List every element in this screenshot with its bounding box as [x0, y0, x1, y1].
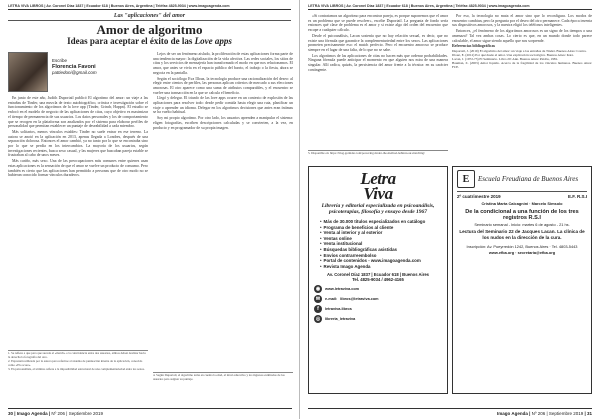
page-number: 31 [586, 411, 592, 416]
service-item: • Ventas online [320, 236, 442, 242]
escuela-name: Escuela Freudiana de Buenos Aires [478, 174, 579, 183]
service-item: • Búsquedas bibliográficas asistidas [320, 247, 442, 253]
paragraph: Soy mi propio algoritmo. Por otro lado, los usuarios aprenden a manipular el sistema: eligen fotografías, escriben descripciones calculadas y se convierten, a la vez, en producto y en programador de su propia imagen. [153, 116, 293, 130]
phone-line: Tel. 4825-9034 / 4962-4165 [352, 277, 404, 283]
teachers: Cristina Marta Calcagnini · Marcelo Simsolo [481, 200, 563, 206]
footnote: 1. Se refiere a que para que suceda el «match» o la coincidencia entre dos usuarios, ambos deben deslizar hacia la derecha la fotografía del otro. [8, 351, 146, 359]
issue-info: Nº 206 | Septiembre 2019 [51, 411, 103, 416]
paragraph: Más cariño, más sexo. Una de las preocupaciones más comunes entre quienes usan estas aplicaciones es la sensación de que el amor se vuelve un producto de consumo. Pero también es cierto que las aplicaciones han permitido a personas que de otro modo no se hubieran conocido formar vínculos duraderos. [8, 159, 148, 178]
instagram-row[interactable] [314, 315, 442, 323]
article-subtitle [8, 36, 291, 46]
seminar-headline: De la condicional a una función de los tres registros R.S.I [465, 208, 579, 221]
paragraph: Lejos de ser un fenómeno aislado, la proliferación de estas aplicaciones forma parte de una tendencia mayor: la digitalización de la vida afectiva. Las redes sociales, los sitios de citas y los servicios de mensajería han transformado el modo en que nos relacionamos. El amor, que antes se vivía en el espacio público del barrio, el trabajo o la fiesta, ahora se negocia en la pantalla. [153, 52, 293, 75]
service-item: • Envíos contrarreembolso [320, 253, 442, 259]
author-label: Escribe [52, 58, 68, 63]
footnote: 2. Expresión utilizada por la autora para referirse al sistema de puntuación interna de la aplicación, conocido como «Elo score». [8, 358, 143, 367]
facebook-link[interactable]: letraviva.libros [325, 307, 352, 312]
service-item: • Portal de contenidos - www.imagoagenda.com [320, 258, 442, 264]
article-column-2 [153, 52, 293, 131]
article-column-1 [8, 96, 148, 179]
reference: Lacan, J. (1972-73) El Seminario. Libro 20: Aún. Buenos Aires: Paidós, 1981. [452, 56, 559, 61]
escuela-body [457, 195, 587, 256]
author-photo [8, 52, 48, 92]
page-header-left: LETRA VIVA LIBROS | Av. Coronel Díaz 1837 | Ecuador 618 | Buenos Aires, Argentina | Teléfax 4825-9034 | www.imagoagenda.com [8, 4, 291, 10]
paragraph: Por eso, la tecnología no mata el amor sino que lo reconfigura. Los modos de encuentro cambian, pero la pregunta por el deseo del otro permanece. Cada época inventa sus dispositivos amorosos, y la nuestra eligió los teléfonos inteligentes. [452, 14, 592, 28]
address-line: Av. Coronel Díaz 1837 | Ecuador 618 | Buenos Aires [326, 272, 430, 278]
escuela-logo [457, 170, 587, 192]
service-item: • Venta al interior y al exterior [320, 230, 442, 236]
instagram-link[interactable]: libreria_letraviva [325, 317, 356, 322]
escuela-emblem-icon: E [457, 170, 475, 188]
logo-bottom: Viva [363, 184, 393, 203]
footnote: 4. Según Duportail, el algoritmo toma en cuenta la edad, el nivel educativo y los ingresos estimados de los usuarios para asignar su puntaje. [153, 373, 285, 381]
page-number: 30 [8, 411, 14, 416]
letra-viva-tagline: Librería y editorial especializada en psicoanálisis, psicoterapias, filosofía y ensayo desde 1967 [321, 203, 435, 215]
article-column-3 [308, 14, 448, 73]
inscription-info: Inscripción: Av. Pueyrredón 1242, Buenos Aires · Tel. 4803-5443 [466, 243, 578, 249]
seminar-description: Lectura del Seminario 22 de Jacques Lacan. La clínica de los nudos en la dirección de la cura. [459, 229, 585, 240]
escuela-contact[interactable]: www.efba.org · secretaria@efba.org [488, 250, 556, 256]
footer-rule-right [308, 408, 592, 409]
seminar-code: E.F. R.S.I [567, 194, 587, 199]
letra-viva-logo [314, 171, 442, 201]
mail-icon: ✉ [315, 296, 321, 303]
reference: Bauman, Z. (2003) Amor líquido. Acerca de la fragilidad de los vínculos humanos. Buenos Aires: FCE. [452, 60, 592, 69]
footer-rule-left [8, 408, 292, 409]
instagram-icon: ◎ [315, 316, 321, 323]
paragraph: Los algoritmos de las aplicaciones de citas no hacen más que ordenar probabilidades. Ninguna fórmula puede anticipar el momento en que alguien nos mira de una manera singular. Allí radica, quizás, la persistencia del amor frente a la técnica: en su carácter contingente. [308, 53, 448, 72]
page-header-right: LETRA VIVA LIBROS | Av. Coronel Díaz 1837 | Ecuador 618 | Buenos Aires, Argentina | Teléfax 4825-9034 | www.imagoagenda.com [308, 4, 592, 10]
web-row[interactable] [314, 285, 442, 293]
footnotes-mid [153, 372, 293, 382]
facebook-row[interactable] [314, 305, 442, 313]
paragraph: En junio de este año, Judith Duportail publicó El algoritmo del amor: un viaje a las entrañas de Tinder, una mezcla de texto autobiográfico, crónica e investigación sobre el funcionamiento de los algoritmos de la love app (Tinder, Grindr, Happn). El estudio se enfocó en el modelo de negocio de las aplicaciones de citas, cuyo objetivo es maximizar el tiempo de permanencia de sus usuarios. Los datos personales y los de comportamiento que se recogen en la plataforma son analizados por el sistema para elaborar perfiles de personalidad que permitan establecer un puntaje de deseabilidad a cada miembro. [8, 96, 148, 129]
service-item: • Venta institucional [320, 241, 442, 247]
subtitle-prefix: Ideas para aceptar el éxito de las [67, 36, 195, 46]
article-column-4 [452, 14, 592, 69]
service-item: • Revista Imago Agenda [320, 264, 442, 270]
reference: Duportail, J. (2019) El algoritmo del amor: un viaje a las entrañas de Tinder. Buenos Aires: Contra. [452, 48, 587, 53]
paragraph: Llegó y delegar. El triunfo de las love apps ocurre en un contexto de explosión de las aplicaciones para resolver todo: desde pedir comida hasta elegir una ruta, planificar un viaje o aprender un idioma. Delegar en los algoritmos decisiones que antes eran íntimas se ha vuelto habitual. [153, 96, 293, 115]
services-list [314, 219, 442, 269]
email-link[interactable]: libros@letraviva.com [340, 297, 379, 302]
section-tag: Las "aplicaciones" del amor [113, 13, 186, 19]
logo-top: Letra [360, 169, 396, 188]
magazine-title: Imago Agenda [16, 411, 48, 416]
paragraph: «Si contratamos un algoritmo para encontrar pareja, es porque suponemos que el amor es un problema que se puede resolver», escribe Duportail. La pregunta de fondo sería entonces qué clase de problema es el amor y si existe algo del orden del encuentro que escape a cualquier cálculo. [308, 14, 448, 33]
cuatrimestre: 2º cuatrimestre 2019 [457, 194, 501, 199]
letra-viva-address [314, 272, 442, 282]
footer-right: Imago Agenda | Nº 206 | Septiembre 2019 | 31 [497, 411, 592, 416]
web-link[interactable]: www.letraviva.com [325, 287, 360, 292]
article-title: Amor de algoritmo [96, 22, 203, 37]
references-title: Referencias bibliográficas [452, 44, 496, 49]
footer-left: 30 | Imago Agenda | Nº 206 | Septiembre 2019 [8, 411, 103, 416]
author-name: Florencia Favoni [52, 64, 96, 70]
paragraph: Más solitarios, menos vínculos estables: Tinder no suele entrar en ese terreno. La autora se anotó en la aplicación en 2013, apenas llegada a Londres, después de una separación dolorosa. Entonces el amor cambió, ya no tanto por lo que se encontraba sino por lo que se perdía en los intercambios. La mayoría de los usuarios, según investigaciones recientes, busca sexo casual, y las mujeres que buscaban pareja estable se frustraban al cabo de unos meses. [8, 129, 148, 158]
footnote: 5. Disponible en: https://blog.gotinder.com/powering-tinder-the-method-behind-our-matching/ [308, 151, 425, 155]
paragraph: Desde el psicoanálisis, Lacan sostenía que no hay relación sexual, es decir, que no existe una fórmula que garantice la complementariedad entre los sexos. Las aplicaciones prometen precisamente eso: el match perfecto. Pero el encuentro amoroso se produce siempre en el lugar de una falta, de lo que no se sabe. [308, 33, 448, 52]
footnotes-right [308, 150, 448, 156]
service-item: • Más de 30.000 títulos especializados en catálogo [320, 219, 442, 225]
letra-viva-ad[interactable] [308, 166, 448, 394]
letra-viva-contacts [314, 285, 442, 323]
email-label: e-mail: [325, 297, 338, 302]
footnote: 3. En psicoanálisis, el término refiere a la imposibilidad estructural de una complementariedad entre los sexos. [8, 366, 145, 371]
cuatrimestre-row [457, 195, 587, 200]
subtitle-emphasis: Love apps [194, 36, 232, 46]
escuela-freudiana-ad[interactable] [452, 166, 592, 394]
reference: Illouz, E. (2012) Por qué duele el amor. Una explicación sociológica. Buenos Aires: Katz. [452, 52, 574, 57]
paragraph: Entonces, ¿el fenómeno de los algoritmos amorosos es un signo de los tiempos o una amenaza? Tal vez ambas cosas. Lo cierto es que, en un mundo donde todo parece calculable, el amor sigue siendo aquello que nos sorprende. [452, 29, 592, 43]
section-rule [8, 20, 291, 21]
author-info [52, 52, 97, 92]
facebook-icon: f [314, 305, 322, 313]
paragraph: Según el sociólogo Eva Illouz, la tecnología produce una racionalización del deseo: al elegir entre cientos de perfiles, las personas aplican criterios de mercado a sus elecciones amorosas. El otro aparece como una suma de atributos comparables, y el encuentro se vuelve una transacción en la que se calcula el beneficio. [153, 76, 293, 95]
email-row[interactable] [314, 295, 442, 303]
globe-icon: ◉ [315, 286, 321, 293]
issue-info: Nº 206 | Septiembre 2019 [531, 411, 584, 416]
footnotes-left [8, 350, 148, 372]
author-box [8, 52, 118, 92]
seminar-schedule: Seminario semanal - Inicio: martes 6 de agosto - 21 hs. [474, 221, 570, 227]
magazine-title: Imago Agenda [497, 411, 528, 416]
service-item: • Programa de beneficios al cliente [320, 225, 442, 231]
author-email[interactable]: pattiedoni@gmail.com [52, 70, 97, 75]
